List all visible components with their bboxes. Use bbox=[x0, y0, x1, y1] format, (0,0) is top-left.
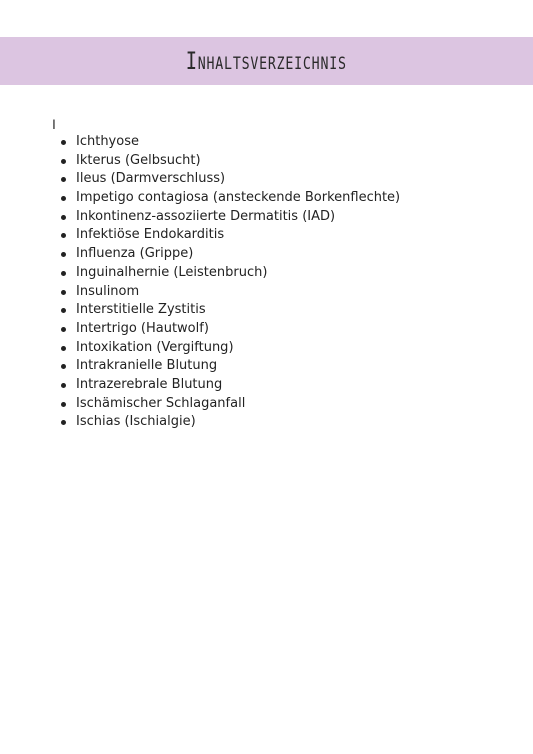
list-item bbox=[58, 413, 400, 432]
bullet-icon bbox=[61, 383, 66, 388]
bullet-icon bbox=[61, 271, 66, 276]
bullet-icon bbox=[61, 420, 66, 425]
list-item bbox=[58, 376, 400, 395]
entry-label: Intrakranielle Blutung bbox=[76, 358, 218, 374]
list-item bbox=[58, 208, 400, 227]
bullet-icon bbox=[61, 215, 66, 220]
entry-label: Inkontinenz-assoziierte Dermatitis (IAD) bbox=[76, 208, 336, 224]
list-item bbox=[58, 245, 400, 264]
entry-label: Intertrigo (Hautwolf) bbox=[76, 320, 209, 336]
entry-label: Ikterus (Gelbsucht) bbox=[76, 152, 201, 168]
bullet-icon bbox=[61, 402, 66, 407]
entry-label: Interstitielle Zystitis bbox=[76, 302, 206, 318]
list-item bbox=[58, 283, 400, 302]
entry-label: Influenza (Grippe) bbox=[76, 246, 194, 262]
bullet-icon bbox=[61, 252, 66, 257]
list-item bbox=[58, 301, 400, 320]
list-item bbox=[58, 320, 400, 339]
bullet-icon bbox=[61, 308, 66, 313]
entry-label: Intrazerebrale Blutung bbox=[76, 376, 223, 392]
list-item bbox=[58, 152, 400, 171]
bullet-icon bbox=[61, 346, 66, 351]
bullet-icon bbox=[61, 233, 66, 238]
bullet-icon bbox=[61, 177, 66, 182]
entry-list bbox=[58, 133, 400, 432]
list-item bbox=[58, 189, 400, 208]
bullet-icon bbox=[61, 196, 66, 201]
entry-label: Inguinalhernie (Leistenbruch) bbox=[76, 264, 268, 280]
entry-label: Ichthyose bbox=[76, 134, 139, 149]
entry-label: Insulinom bbox=[76, 283, 140, 299]
entry-label: Impetigo contagiosa (ansteckende Borkenflechte) bbox=[76, 190, 401, 206]
list-item bbox=[58, 395, 400, 414]
list-item bbox=[58, 226, 400, 245]
list-item bbox=[58, 133, 400, 152]
entry-label: Ischias (Ischialgie) bbox=[76, 414, 196, 430]
bullet-icon bbox=[61, 290, 66, 295]
bullet-icon bbox=[61, 140, 66, 145]
entry-label: Ileus (Darmverschluss) bbox=[76, 171, 226, 187]
bullet-icon bbox=[61, 159, 66, 164]
list-item bbox=[58, 264, 400, 283]
bullet-icon bbox=[61, 327, 66, 332]
page-title: Inhaltsverzeichnis bbox=[185, 47, 348, 75]
entry-label: Intoxikation (Vergiftung) bbox=[76, 339, 234, 355]
entry-label: Ischämischer Schlaganfall bbox=[76, 395, 246, 411]
entry-label: Infektiöse Endokarditis bbox=[76, 227, 225, 243]
list-item bbox=[58, 357, 400, 376]
list-item bbox=[58, 170, 400, 189]
section-letter: I bbox=[52, 116, 56, 132]
bullet-icon bbox=[61, 364, 66, 369]
list-item bbox=[58, 339, 400, 358]
title-banner bbox=[0, 37, 533, 85]
